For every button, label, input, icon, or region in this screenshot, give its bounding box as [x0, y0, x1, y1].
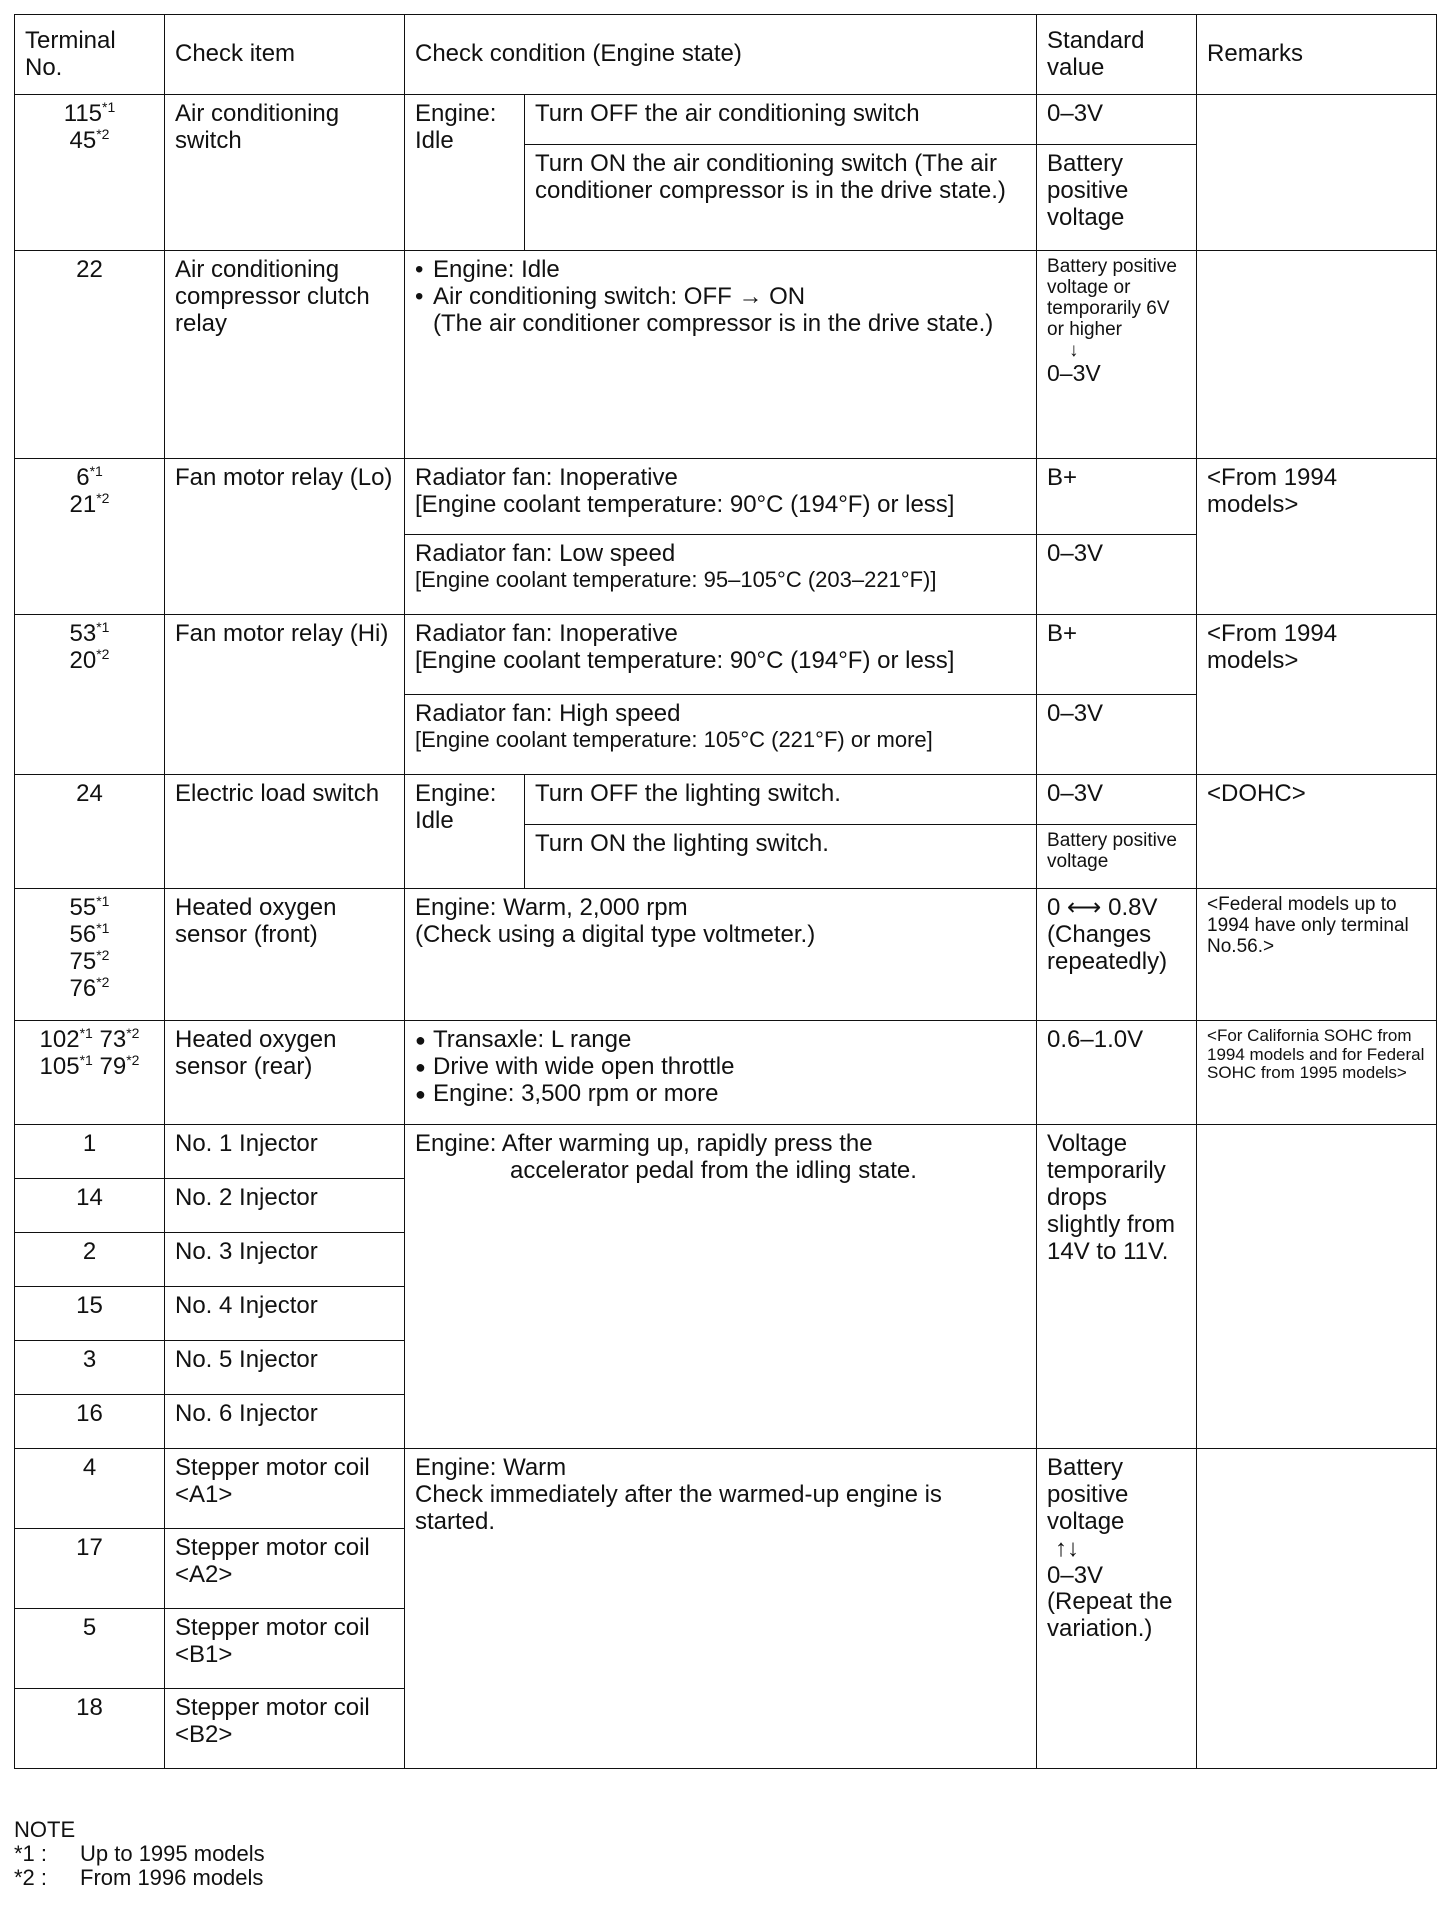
table-row	[15, 1449, 1437, 1529]
footnote	[14, 1818, 265, 1891]
check-item-cell: No. 5 Injector	[165, 1341, 405, 1395]
terminal-cell: 5	[15, 1609, 165, 1689]
check-item-cell: Air conditioning compressor clutch relay	[165, 251, 405, 459]
standard-value-cell: 0–3V	[1037, 95, 1197, 145]
terminal-cell: 1	[15, 1125, 165, 1179]
terminal-cell: 55$^{*1}$ 56$^{*1}$ 75$^{*2}$ 76$^{*2}$	[15, 889, 165, 1021]
condition-cell	[405, 1021, 1037, 1125]
condition-text: [Engine coolant temperature: 95–105°C (203–221°F)]	[415, 566, 937, 592]
condition-text: Radiator fan: Inoperative	[415, 620, 678, 647]
check-item-cell: Stepper motor coil <B1>	[165, 1609, 405, 1689]
condition-cell	[405, 535, 1037, 615]
standard-value-cell	[1037, 1449, 1197, 1769]
condition-text: Engine: After warming up, rapidly press the	[415, 1130, 873, 1157]
header-terminal-no: Terminal No.	[15, 15, 165, 95]
check-item-cell: No. 2 Injector	[165, 1179, 405, 1233]
remarks-cell: <Federal models up to 1994 have only terminal No.56.>	[1197, 889, 1437, 1021]
terminal-cell: 6$^{*1}$ 21$^{*2}$	[15, 459, 165, 615]
remarks-cell	[1197, 95, 1437, 251]
check-item-cell: Fan motor relay (Hi)	[165, 615, 405, 775]
condition-text: Radiator fan: Inoperative	[415, 464, 678, 491]
note-key: *1 :	[14, 1841, 48, 1867]
engine-state-cell: Engine: Idle	[405, 95, 525, 251]
value-text: 0 ⟷ 0.8V	[1047, 894, 1158, 921]
check-item-cell: Stepper motor coil <A1>	[165, 1449, 405, 1529]
condition-cell	[405, 459, 1037, 535]
check-item-cell: Heated oxygen sensor (rear)	[165, 1021, 405, 1125]
standard-value-cell	[1037, 889, 1197, 1021]
standard-value-cell: 0.6–1.0V	[1037, 1021, 1197, 1125]
terminal-cell: 115$^{*1}$ 45$^{*2}$	[15, 95, 165, 251]
condition-cell: Turn OFF the lighting switch.	[525, 775, 1037, 825]
condition-cell: Turn OFF the air conditioning switch	[525, 95, 1037, 145]
table-row	[15, 95, 1437, 145]
condition-note: (The air conditioner compressor is in the drive state.)	[433, 309, 994, 337]
header-row	[15, 15, 1437, 95]
condition-cell: Turn ON the lighting switch.	[525, 825, 1037, 889]
check-item-cell: No. 4 Injector	[165, 1287, 405, 1341]
remarks-cell: <From 1994 models>	[1197, 615, 1437, 775]
arrow-down-icon: ↓	[1069, 339, 1079, 361]
condition-text: Engine: Warm, 2,000 rpm	[415, 894, 688, 921]
check-item-cell: No. 6 Injector	[165, 1395, 405, 1449]
remarks-cell: <For California SOHC from 1994 models and for Federal SOHC from 1995 models>	[1197, 1021, 1437, 1125]
value-text: (Repeat the variation.)	[1047, 1588, 1173, 1643]
standard-value-cell: B+	[1037, 615, 1197, 695]
condition-cell	[405, 1449, 1037, 1769]
terminal-cell: 22	[15, 251, 165, 459]
condition-bullet: • Air conditioning switch: OFF → ON	[433, 284, 1026, 311]
terminal-cell: 53$^{*1}$ 20$^{*2}$	[15, 615, 165, 775]
condition-text: [Engine coolant temperature: 90°C (194°F) or less]	[415, 646, 955, 674]
standard-value-cell: Battery positive voltage	[1037, 825, 1197, 889]
terminal-cell: 4	[15, 1449, 165, 1529]
condition-cell	[405, 1125, 1037, 1449]
standard-value-cell: B+	[1037, 459, 1197, 535]
remarks-cell	[1197, 1449, 1437, 1769]
condition-cell	[405, 615, 1037, 695]
value-text: Battery positive voltage or temporarily 6V or higher	[1047, 256, 1177, 340]
standard-value-cell	[1037, 251, 1197, 459]
condition-cell	[405, 889, 1037, 1021]
condition-text: Radiator fan: High speed	[415, 700, 681, 727]
table-row	[15, 775, 1437, 825]
value-text: Battery positive voltage	[1047, 1454, 1129, 1535]
condition-text: accelerator pedal from the idling state.	[510, 1156, 917, 1184]
condition-text: [Engine coolant temperature: 105°C (221°F) or more]	[415, 726, 933, 752]
standard-value-cell: Voltage temporarily drops slightly from 14V to 11V.	[1037, 1125, 1197, 1449]
note-key: *2 :	[14, 1865, 48, 1891]
check-item-cell: Stepper motor coil <B2>	[165, 1689, 405, 1769]
standard-value-cell: 0–3V	[1037, 535, 1197, 615]
terminal-cell: 24	[15, 775, 165, 889]
condition-cell: Turn ON the air conditioning switch (The air conditioner compressor is in the drive state.)	[525, 145, 1037, 251]
terminal-cell: 14	[15, 1179, 165, 1233]
standard-value-cell: 0–3V	[1037, 695, 1197, 775]
header-standard-value: Standard value	[1037, 15, 1197, 95]
condition-text: [Engine coolant temperature: 90°C (194°F) or less]	[415, 490, 955, 518]
table-row	[15, 1021, 1437, 1125]
remarks-cell: <DOHC>	[1197, 775, 1437, 889]
remarks-cell	[1197, 251, 1437, 459]
condition-cell	[405, 695, 1037, 775]
condition-text: (Check using a digital type voltmeter.)	[415, 920, 816, 948]
terminal-cell: 18	[15, 1689, 165, 1769]
note-item	[14, 1866, 265, 1890]
condition-bullet: ● Transaxle: L range	[433, 1027, 1026, 1054]
table-row	[15, 1125, 1437, 1179]
check-item-cell: Electric load switch	[165, 775, 405, 889]
terminal-cell: 3	[15, 1341, 165, 1395]
condition-bullet: ● Engine: 3,500 rpm or more	[433, 1081, 1026, 1108]
table-row	[15, 615, 1437, 695]
check-item-cell: No. 3 Injector	[165, 1233, 405, 1287]
note-title: NOTE	[14, 1817, 76, 1842]
terminal-cell: 2	[15, 1233, 165, 1287]
condition-text: Check immediately after the warmed-up engine is started.	[415, 1480, 942, 1535]
check-item-cell: No. 1 Injector	[165, 1125, 405, 1179]
table-row	[15, 251, 1437, 459]
terminal-cell: 102$^{*1}$ 73$^{*2}$ 105$^{*1}$ 79$^{*2}$	[15, 1021, 165, 1125]
standard-value-cell: Battery positive voltage	[1037, 145, 1197, 251]
check-item-cell: Stepper motor coil <A2>	[165, 1529, 405, 1609]
condition-bullet: • Engine: Idle	[433, 257, 1026, 284]
header-remarks: Remarks	[1197, 15, 1437, 95]
engine-state-cell: Engine: Idle	[405, 775, 525, 889]
remarks-cell	[1197, 1125, 1437, 1449]
note-item	[14, 1842, 265, 1866]
value-text: 0–3V	[1047, 1561, 1104, 1589]
standard-value-cell: 0–3V	[1037, 775, 1197, 825]
remarks-cell: <From 1994 models>	[1197, 459, 1437, 615]
condition-bullet: ● Drive with wide open throttle	[433, 1054, 1026, 1081]
check-item-cell: Heated oxygen sensor (front)	[165, 889, 405, 1021]
header-check-item: Check item	[165, 15, 405, 95]
condition-text: Engine: Warm	[415, 1454, 567, 1481]
value-text: (Changes repeatedly)	[1047, 920, 1168, 975]
condition-text: Radiator fan: Low speed	[415, 540, 676, 567]
terminal-check-table-sheet	[14, 14, 1436, 1814]
table-row	[15, 459, 1437, 535]
check-item-cell: Air conditioning switch	[165, 95, 405, 251]
table-row	[15, 889, 1437, 1021]
check-item-cell: Fan motor relay (Lo)	[165, 459, 405, 615]
value-text: 0–3V	[1047, 360, 1101, 387]
terminal-cell: 16	[15, 1395, 165, 1449]
header-check-condition: Check condition (Engine state)	[405, 15, 1037, 95]
terminal-cell: 17	[15, 1529, 165, 1609]
note-text: From 1996 models	[80, 1865, 264, 1891]
note-text: Up to 1995 models	[80, 1841, 265, 1867]
arrow-up-down-icon: ↑↓	[1055, 1534, 1080, 1562]
condition-cell	[405, 251, 1037, 459]
terminal-check-table	[14, 14, 1437, 1769]
terminal-cell: 15	[15, 1287, 165, 1341]
